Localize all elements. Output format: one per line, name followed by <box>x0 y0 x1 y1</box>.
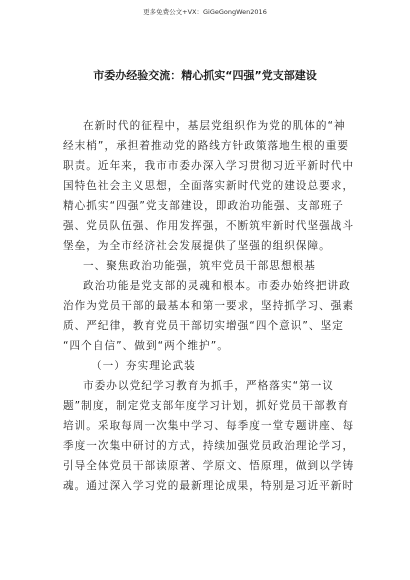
paragraph-line: 精心抓实“四强”党支部建设，即政治功能强、支部班子 <box>63 200 344 212</box>
document-title: 市委办经验交流：精心抓实“四强”党支部建设 <box>93 69 317 82</box>
paragraph-line: 强、党员队伍强、作用发挥强，不断筑牢新时代坚强战斗 <box>63 220 355 232</box>
document-body <box>63 116 355 496</box>
paragraph-line: 质、严纪律，教育党员干部切实增强“四个意识”、坚定 <box>63 320 344 332</box>
paragraph-line: 题”制度，制定党支部年度学习计划，抓好党员干部教育 <box>63 400 349 412</box>
paragraph-line: 经末梢”，承担着推动党的路线方针政策落地生根的重要 <box>63 140 349 152</box>
paragraph-line: 堡垒，为全市经济社会发展提供了坚强的组织保障。 <box>63 240 331 252</box>
section-heading: 一、聚焦政治功能强，筑牢党员干部思想根基 <box>83 260 316 272</box>
paragraph-line: 政治功能是党支部的灵魂和根本。市委办始终把讲政 <box>83 280 351 292</box>
paragraph-line: 职责。近年来，我市市委办深入学习贯彻习近平新时代中 <box>63 160 355 172</box>
paragraph-line: 培训。采取每周一次集中学习、每季度一堂专题讲座、每 <box>63 420 355 432</box>
paragraph-line: 国特色社会主义思想，全面落实新时代党的建设总要求， <box>63 180 355 192</box>
paragraph-line: 季度一次集中研讨的方式，持续加强党员政治理论学习， <box>63 440 355 452</box>
paragraph-line: 治作为党员干部的最基本和第一要求，坚持抓学习、强素 <box>63 300 355 312</box>
paragraph-line: 魂。通过深入学习党的最新理论成果，特别是习近平新时 <box>63 480 355 492</box>
paragraph-line: 在新时代的征程中，基层党组织作为党的肌体的“神 <box>83 120 346 132</box>
paragraph-line: 引导全体党员干部读原著、学原文、悟原理，做到以学铸 <box>63 460 355 472</box>
paragraph-line: “四个自信”、做到“两个维护”。 <box>63 340 229 352</box>
header-note: 更多免费公文+VX：GiGeGongWen2016 <box>143 8 267 16</box>
subsection-heading: （一）夯实理论武装 <box>91 360 196 372</box>
paragraph-line: 市委办以党纪学习教育为抓手，严格落实“第一议 <box>83 380 335 392</box>
